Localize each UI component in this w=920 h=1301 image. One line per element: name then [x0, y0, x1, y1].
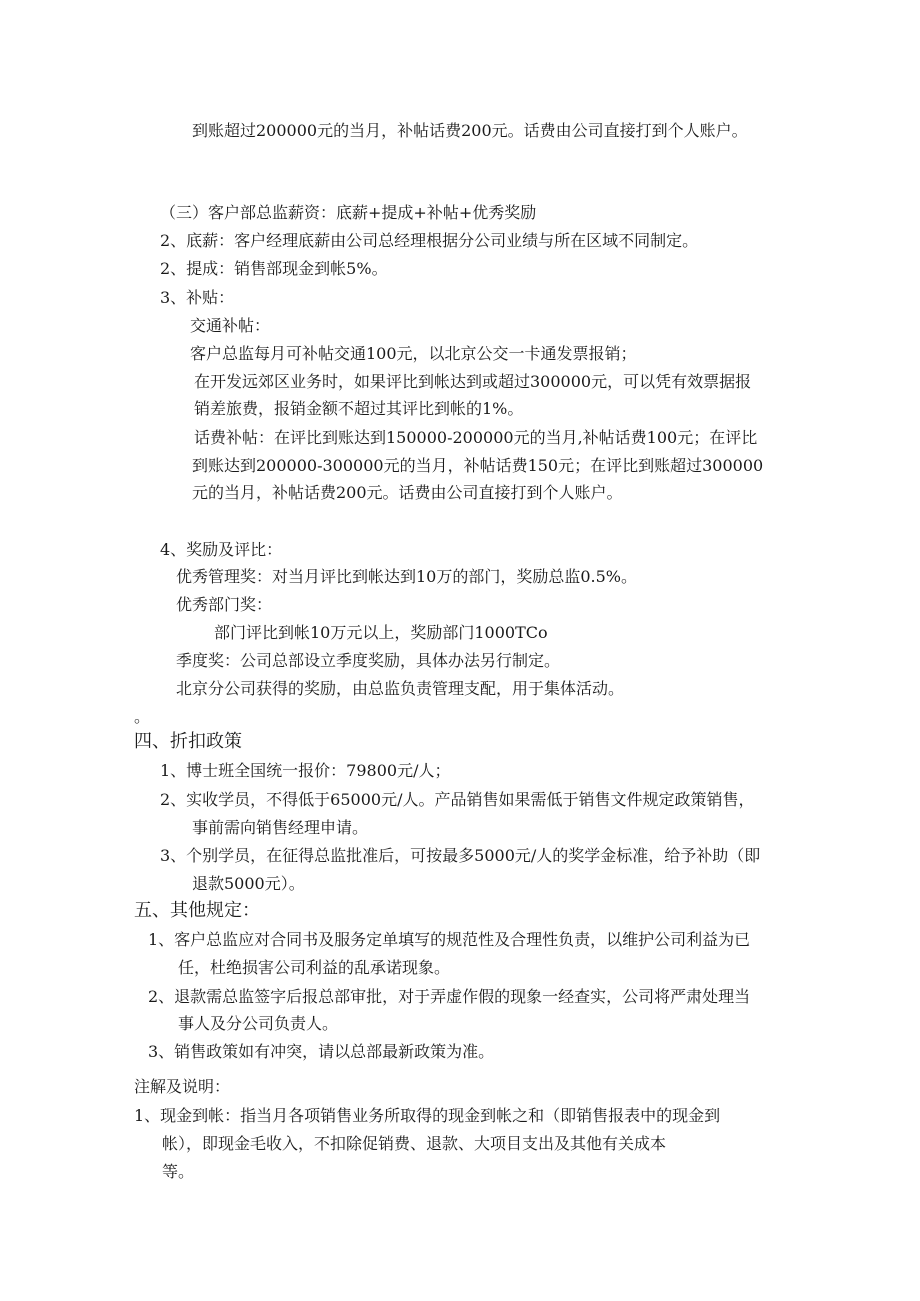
text-line: 2、底薪：客户经理底薪由公司总经理根据分公司业绩与所在区域不同制定。: [160, 231, 699, 250]
text-line: 3、补贴：: [160, 288, 235, 307]
section-heading: 五、其他规定：: [134, 900, 260, 921]
text-line: 部门评比到帐10万元以上，奖励部门1000TCo: [214, 623, 548, 642]
text-line: 销差旅费，报销金额不超过其评比到帐的1%。: [194, 399, 524, 418]
text-line: 2、退款需总监签字后报总部审批，对于弄虚作假的现象一经查实，公司将严肃处理当: [148, 987, 751, 1006]
notes-heading: 注解及说明：: [134, 1077, 231, 1096]
text-line: 3、销售政策如有冲突，请以总部最新政策为准。: [148, 1042, 495, 1061]
text-line: 1、客户总监应对合同书及服务定单填写的规范性及合理性负责，以维护公司利益为已: [148, 930, 751, 949]
text-line: 元的当月，补帖话费200元。话费由公司直接打到个人账户。: [192, 483, 623, 502]
text-line: 客户总监每月可补帖交通100元，以北京公交一卡通发票报销；: [190, 344, 637, 363]
text-line: 2、实收学员，不得低于65000元/人。产品销售如果需低于销售文件规定政策销售，: [160, 790, 755, 809]
text-line: 2、提成：销售部现金到帐5%。: [160, 259, 388, 278]
text-line: 3、个别学员，在征得总监批准后，可按最多5000元/人的奖学金标准，给予补助（即: [160, 846, 761, 865]
text-line: 1、博士班全国统一报价：79800元/人；: [160, 761, 451, 780]
text-line: 帐），即现金毛收入，不扣除促销费、退款、大项目支出及其他有关成本: [162, 1134, 667, 1153]
text-line: 到账超过200000元的当月，补帖话费200元。话费由公司直接打到个人账户。: [192, 121, 748, 140]
text-line: 到账达到200000-300000元的当月，补帖话费150元；在评比到账超过300000: [192, 456, 764, 475]
text-line: 季度奖：公司总部设立季度奖励，具体办法另行制定。: [176, 651, 561, 670]
text-line: 北京分公司获得的奖励，由总监负责管理支配，用于集体活动。: [176, 679, 625, 698]
text-line: 4、奖励及评比：: [160, 540, 283, 559]
text-line: 在开发远郊区业务时，如果评比到帐达到或超过300000元，可以凭有效票据报: [194, 372, 752, 391]
text-line: 事人及分公司负责人。: [178, 1014, 339, 1033]
text-line: 退款5000元）。: [192, 874, 305, 893]
section-heading: 四、折扣政策: [134, 731, 242, 752]
section-heading: （三）客户部总监薪资：底薪+提成+补帖+优秀奖励: [160, 203, 537, 222]
text-line: 等。: [162, 1162, 195, 1181]
text-line: 1、现金到帐：指当月各项销售业务所取得的现金到帐之和（即销售报表中的现金到: [134, 1106, 721, 1125]
text-line: 话费补帖：在评比到账达到150000-200000元的当月,补帖话费100元；在评比: [194, 428, 758, 447]
text-line: 。: [134, 707, 151, 726]
text-line: 交通补帖：: [190, 316, 271, 335]
text-line: 事前需向销售经理申请。: [192, 818, 369, 837]
text-line: 优秀管理奖：对当月评比到帐达到10万的部门，奖励总监0.5%。: [176, 567, 638, 586]
text-line: 任，杜绝损害公司利益的乱承诺现象。: [178, 958, 451, 977]
text-line: 优秀部门奖：: [176, 595, 273, 614]
